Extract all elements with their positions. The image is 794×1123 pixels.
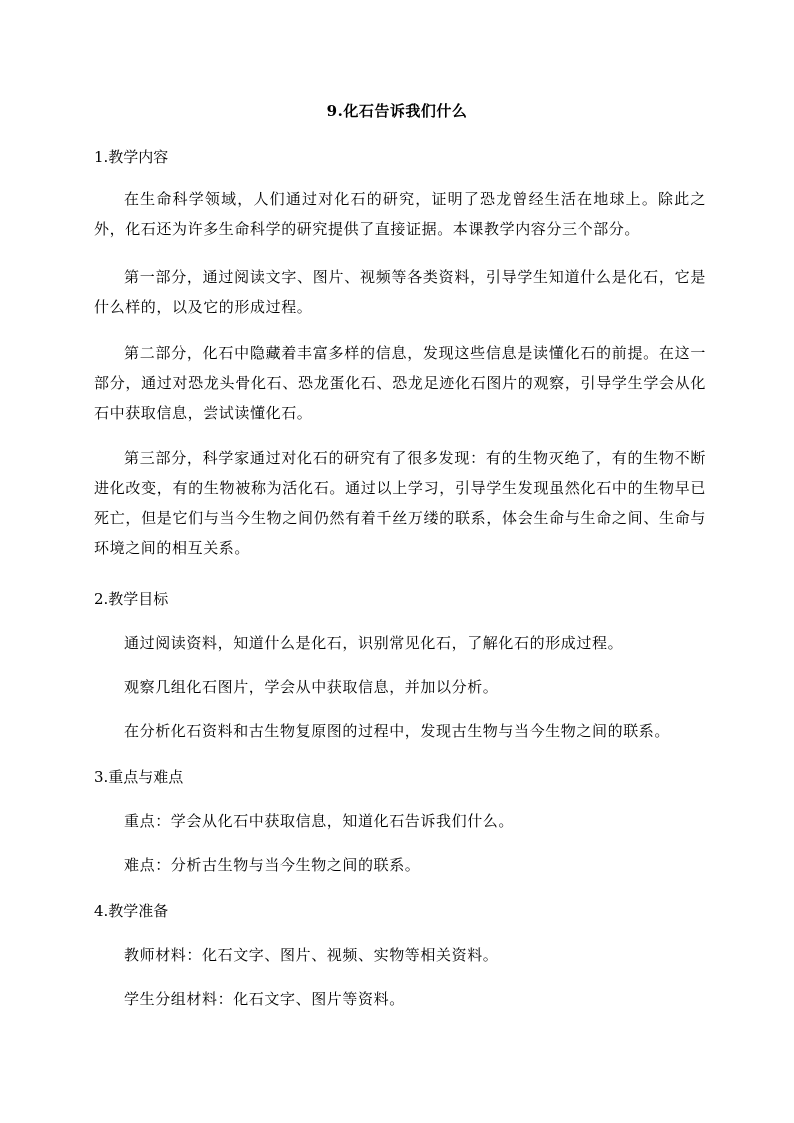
objective-item-3: 在分析化石资料和古生物复原图的过程中，发现古生物与当今生物之间的联系。 xyxy=(124,722,671,740)
key-point-item: 重点：学会从化石中获取信息，知道化石告诉我们什么。 xyxy=(124,812,515,830)
page-title: 9.化石告诉我们什么 xyxy=(326,102,468,120)
difficulty-item: 难点：分析古生物与当今生物之间的联系。 xyxy=(124,856,421,874)
content-paragraph-1: 在生命科学领域，人们通过对化石的研究，证明了恐龙曾经生活在地球上。除此之外，化石还为许多生命科学的研究提供了直接证据。本课教学内容分三个部分。 xyxy=(94,190,706,238)
section-heading-preparation: 4.教学准备 xyxy=(94,902,169,920)
objective-item-1: 通过阅读资料，知道什么是化石，识别常见化石，了解化石的形成过程。 xyxy=(124,634,624,652)
content-paragraph-3: 第二部分，化石中隐藏着丰富多样的信息，发现这些信息是读懂化石的前提。在这一部分，通过对恐龙头骨化石、恐龙蛋化石、恐龙足迹化石图片的观察，引导学生学会从化石中获取信息，尝试读懂化石。 xyxy=(94,344,706,422)
section-heading-objectives: 2.教学目标 xyxy=(94,590,169,608)
teacher-materials-item: 教师材料：化石文字、图片、视频、实物等相关资料。 xyxy=(124,946,499,964)
objective-item-2: 观察几组化石图片，学会从中获取信息，并加以分析。 xyxy=(124,678,499,696)
content-paragraph-2: 第一部分，通过阅读文字、图片、视频等各类资料，引导学生知道什么是化石，它是什么样的，以及它的形成过程。 xyxy=(94,268,706,316)
section-heading-content: 1.教学内容 xyxy=(94,148,169,166)
section-heading-key-points: 3.重点与难点 xyxy=(94,768,184,786)
student-materials-item: 学生分组材料：化石文字、图片等资料。 xyxy=(124,990,405,1008)
content-paragraph-4: 第三部分，科学家通过对化石的研究有了很多发现：有的生物灭绝了，有的生物不断进化改变，有的生物被称为活化石。通过以上学习，引导学生发现虽然化石中的生物早已死亡，但是它们与当今生物之间仍然有着千丝万缕的联系，体会生命与生命之间、生命与环境之间的相互关系。 xyxy=(94,449,706,557)
